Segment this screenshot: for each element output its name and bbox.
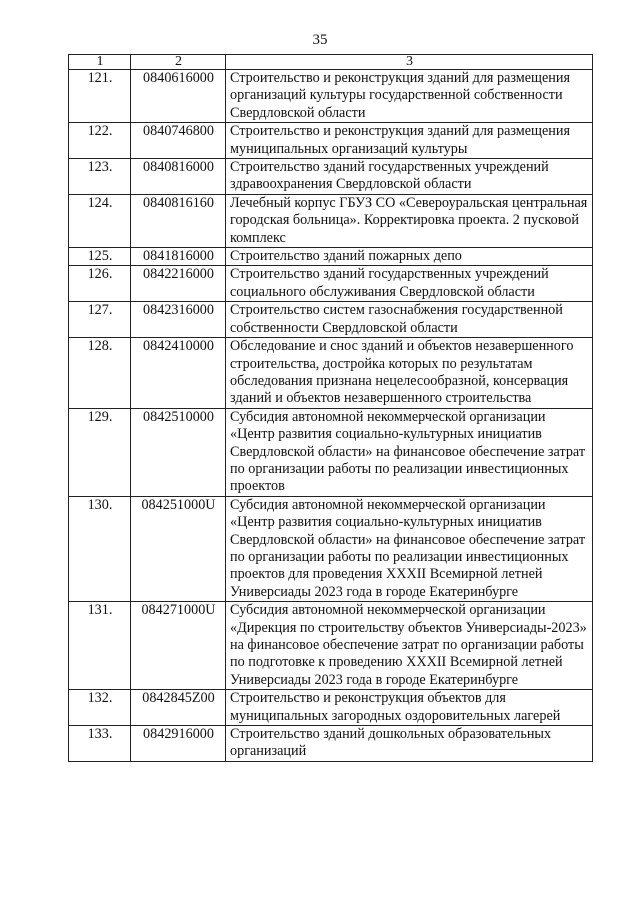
budget-code-table bbox=[68, 54, 593, 762]
row-description: Субсидия автономной некоммерческой организации «Центр развития социально-культурных инициатив Свердловской области» на финансовое обеспечение затрат по организации работы по реализации инвестиционных проектов для проведения XXXII Всемирной летней Универсиады 2023 года в городе Екатеринбурге bbox=[226, 496, 593, 601]
table-header bbox=[69, 55, 593, 70]
table-row bbox=[69, 248, 593, 266]
row-description: Строительство систем газоснабжения государственной собственности Свердловской области bbox=[226, 302, 593, 338]
row-code: 0842410000 bbox=[131, 338, 226, 409]
row-description: Субсидия автономной некоммерческой организации «Дирекция по строительству объектов Универсиады-2023» на финансовое обеспечение затрат по организации работы по подготовке к проведению XXXII Всемирной летней Универсиады 2023 года в городе Екатеринбурге bbox=[226, 602, 593, 690]
row-description: Лечебный корпус ГБУЗ СО «Североуральская центральная городская больница». Корректировка проекта. 2 пусковой комплекс bbox=[226, 194, 593, 247]
column-header-2: 2 bbox=[131, 55, 226, 70]
table-row bbox=[69, 266, 593, 302]
row-code: 0840816000 bbox=[131, 159, 226, 195]
table-row bbox=[69, 726, 593, 762]
column-header-3: 3 bbox=[226, 55, 593, 70]
table-row bbox=[69, 338, 593, 409]
row-code: 0842510000 bbox=[131, 408, 226, 496]
row-description: Строительство и реконструкция объектов для муниципальных загородных оздоровительных лагерей bbox=[226, 690, 593, 726]
row-description: Строительство зданий дошкольных образовательных организаций bbox=[226, 726, 593, 762]
row-code: 084251000U bbox=[131, 496, 226, 601]
table-row bbox=[69, 159, 593, 195]
row-code: 0840616000 bbox=[131, 70, 226, 123]
table-row bbox=[69, 602, 593, 690]
row-code: 0842845Z00 bbox=[131, 690, 226, 726]
row-code: 0842216000 bbox=[131, 266, 226, 302]
row-number: 130. bbox=[69, 496, 131, 601]
row-description: Строительство зданий пожарных депо bbox=[226, 248, 593, 266]
row-description: Строительство зданий государственных учреждений здравоохранения Свердловской области bbox=[226, 159, 593, 195]
row-code: 0841816000 bbox=[131, 248, 226, 266]
table-header-row bbox=[69, 55, 593, 70]
row-code: 0840746800 bbox=[131, 123, 226, 159]
row-number: 125. bbox=[69, 248, 131, 266]
table-body bbox=[69, 70, 593, 762]
column-header-1: 1 bbox=[69, 55, 131, 70]
table-row bbox=[69, 70, 593, 123]
row-code: 084271000U bbox=[131, 602, 226, 690]
row-description: Обследование и снос зданий и объектов незавершенного строительства, достройка которых по результатам обследования признана нецелесообразной, консервация зданий и объектов незавершенного строительства bbox=[226, 338, 593, 409]
row-description: Строительство и реконструкция зданий для размещения муниципальных организаций культуры bbox=[226, 123, 593, 159]
row-code: 0842316000 bbox=[131, 302, 226, 338]
table-row bbox=[69, 194, 593, 247]
table-row bbox=[69, 123, 593, 159]
row-number: 133. bbox=[69, 726, 131, 762]
table-row bbox=[69, 408, 593, 496]
row-number: 123. bbox=[69, 159, 131, 195]
row-number: 131. bbox=[69, 602, 131, 690]
row-code: 0842916000 bbox=[131, 726, 226, 762]
table-row bbox=[69, 496, 593, 601]
row-description: Строительство и реконструкция зданий для размещения организаций культуры государственной собственности Свердловской области bbox=[226, 70, 593, 123]
row-number: 122. bbox=[69, 123, 131, 159]
row-description: Субсидия автономной некоммерческой организации «Центр развития социально-культурных инициатив Свердловской области» на финансовое обеспечение затрат по организации работы по реализации инвестиционных проектов bbox=[226, 408, 593, 496]
row-number: 126. bbox=[69, 266, 131, 302]
row-number: 124. bbox=[69, 194, 131, 247]
row-number: 121. bbox=[69, 70, 131, 123]
row-number: 128. bbox=[69, 338, 131, 409]
row-description: Строительство зданий государственных учреждений социального обслуживания Свердловской области bbox=[226, 266, 593, 302]
row-number: 127. bbox=[69, 302, 131, 338]
table-row bbox=[69, 690, 593, 726]
row-number: 132. bbox=[69, 690, 131, 726]
row-number: 129. bbox=[69, 408, 131, 496]
row-code: 0840816160 bbox=[131, 194, 226, 247]
table-row bbox=[69, 302, 593, 338]
page-number: 35 bbox=[312, 32, 328, 48]
